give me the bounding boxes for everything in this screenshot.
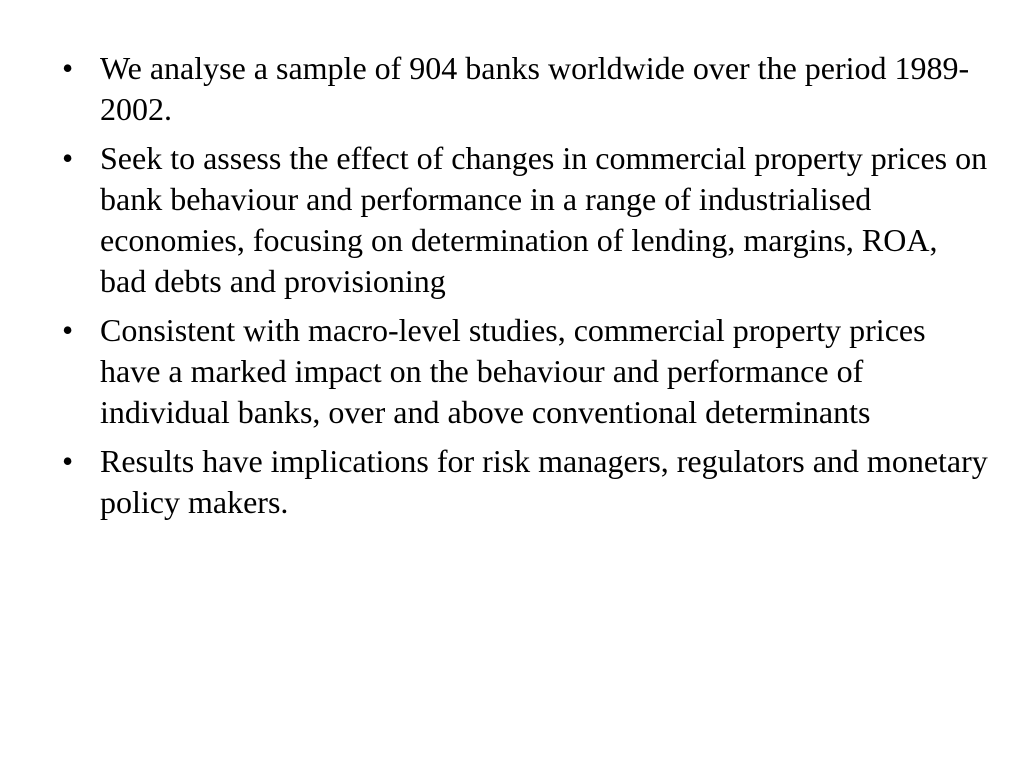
bullet-list <box>62 48 988 523</box>
bullet-item-4 <box>62 441 988 523</box>
bullet-icon: • <box>62 50 74 86</box>
bullet-text-1: We analyse a sample of 904 banks worldwide over the period 1989-2002. <box>100 50 970 127</box>
bullet-item-3 <box>62 310 988 433</box>
bullet-icon: • <box>62 140 74 176</box>
bullet-text-2: Seek to assess the effect of changes in commercial property prices on bank behaviour and performance in a range of industrialised economies, focusing on determination of lending, margins, ROA, bad debts and provisioning <box>100 140 988 299</box>
bullet-text-4: Results have implications for risk managers, regulators and monetary policy makers. <box>100 443 988 520</box>
bullet-icon: • <box>62 443 74 479</box>
bullet-item-2 <box>62 138 988 302</box>
bullet-item-1 <box>62 48 988 130</box>
bullet-icon: • <box>62 312 74 348</box>
bullet-text-3: Consistent with macro-level studies, commercial property prices have a marked impact on the behaviour and performance of individual banks, over and above conventional determinants <box>100 312 926 430</box>
